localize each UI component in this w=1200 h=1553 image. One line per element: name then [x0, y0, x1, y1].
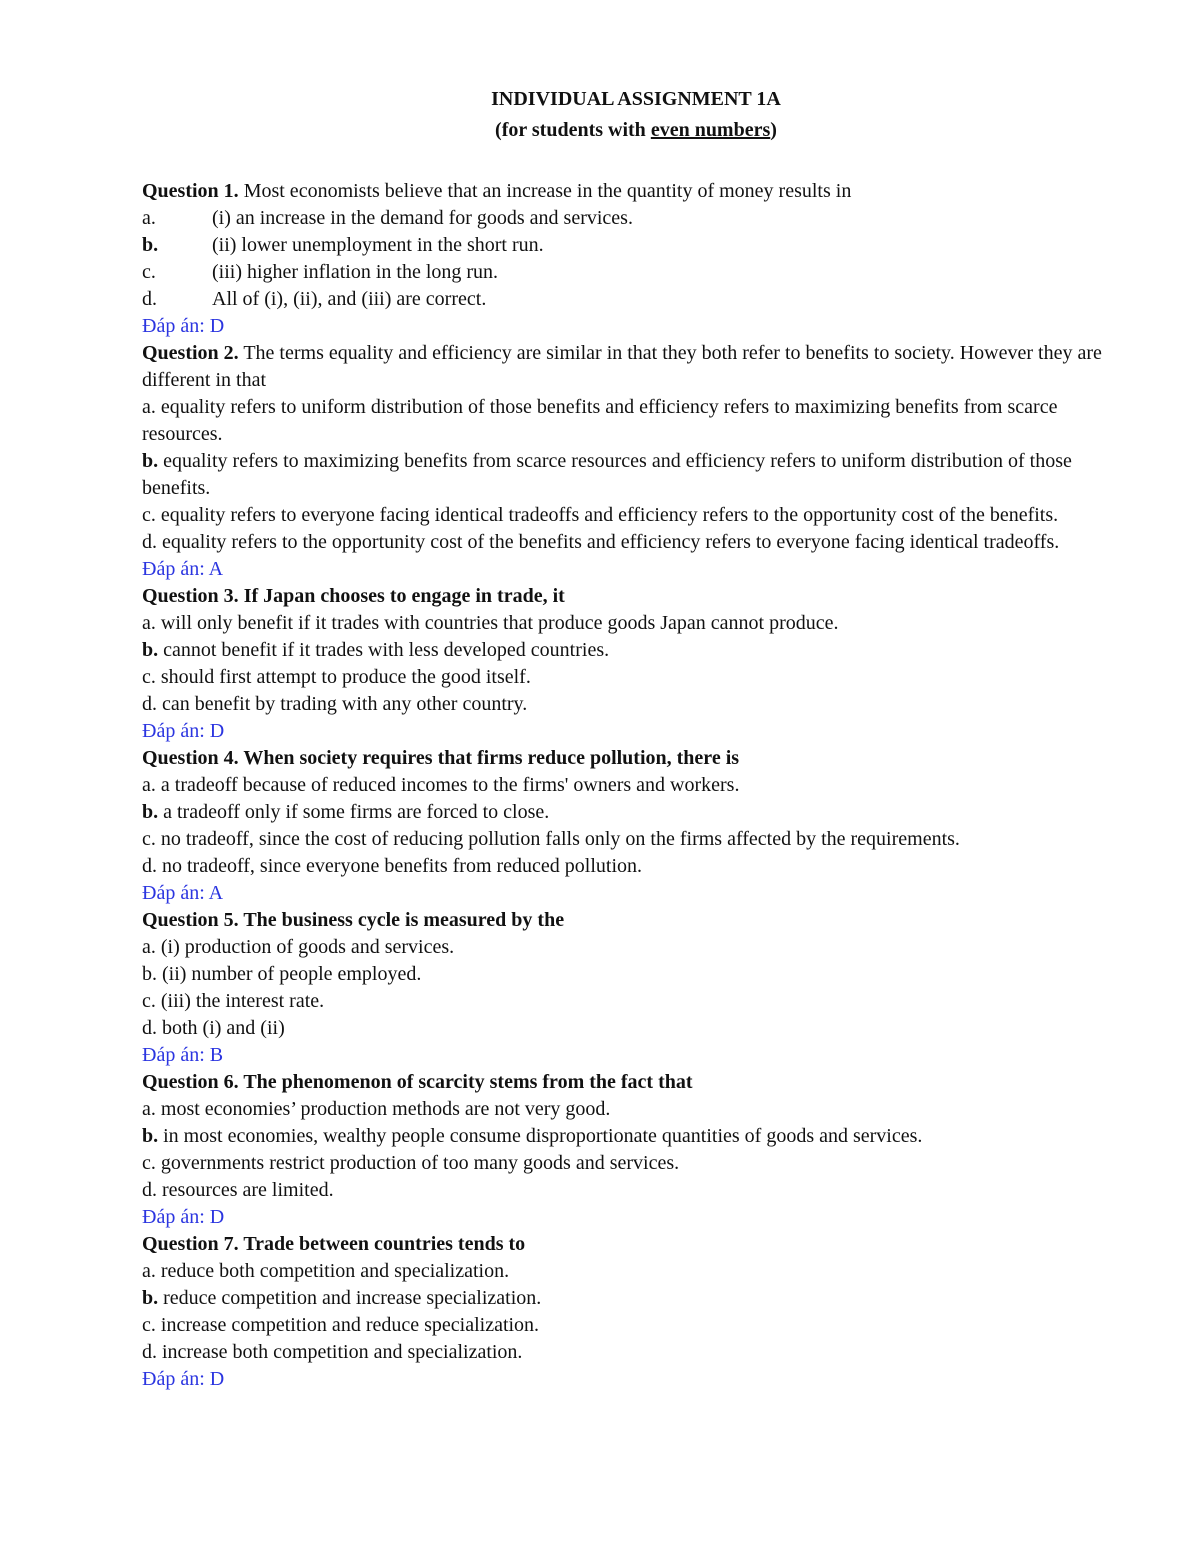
option-text: equality refers to everyone facing identical tradeoffs and efficiency refers to the opportunity cost of the benefits. — [155, 504, 1059, 526]
option-letter: c. — [142, 828, 156, 850]
question-text: Most economists believe that an increase in the quantity of money results in — [238, 180, 852, 202]
question-7-answer: Đáp án: D — [142, 1368, 225, 1390]
question-1-option-b — [142, 232, 1132, 259]
question-3-option-a — [142, 610, 1132, 637]
question-6-answer: Đáp án: D — [142, 1206, 225, 1228]
question-2-option-a — [142, 394, 1132, 448]
question-6-option-a — [142, 1096, 1132, 1123]
question-3-option-d — [142, 691, 1132, 718]
option-letter: b. — [142, 639, 159, 661]
option-letter: c. — [142, 666, 156, 688]
option-letter: c. — [142, 1152, 156, 1174]
option-letter: a. — [142, 936, 156, 958]
question-label: Question 2. — [142, 342, 239, 364]
question-text: If Japan chooses to engage in trade, it — [238, 585, 565, 607]
question-3-answer: Đáp án: D — [142, 720, 225, 742]
option-text: (i) an increase in the demand for goods and services. — [212, 207, 633, 229]
question-1-answer: Đáp án: D — [142, 315, 225, 337]
option-letter: d. — [142, 531, 157, 553]
option-text: (i) production of goods and services. — [155, 936, 455, 958]
option-letter: c. — [142, 504, 156, 526]
question-2-option-b — [142, 448, 1132, 502]
question-text: The phenomenon of scarcity stems from the fact that — [238, 1071, 693, 1093]
option-text: can benefit by trading with any other country. — [157, 693, 528, 715]
question-5-answer: Đáp án: B — [142, 1044, 224, 1066]
option-letter: d. — [142, 855, 157, 877]
question-text: The terms equality and efficiency are similar in that they both refer to benefits to society. However they are different in that — [142, 342, 1102, 391]
question-4-option-c — [142, 826, 1132, 853]
question-7-option-a — [142, 1258, 1132, 1285]
option-text: (ii) number of people employed. — [157, 963, 422, 985]
question-7-stem — [142, 1231, 1132, 1258]
option-text: a tradeoff because of reduced incomes to the firms' owners and workers. — [155, 774, 740, 796]
question-5-option-d — [142, 1015, 1132, 1042]
option-text: in most economies, wealthy people consume disproportionate quantities of goods and services. — [158, 1125, 923, 1147]
option-text: cannot benefit if it trades with less developed countries. — [158, 639, 610, 661]
question-3-option-b — [142, 637, 1132, 664]
question-1-option-c — [142, 259, 1132, 286]
option-letter: b. — [142, 963, 157, 985]
subtitle-prefix: (for students with — [495, 119, 651, 141]
option-letter: a. — [142, 1098, 156, 1120]
question-label: Question 4. — [142, 747, 239, 769]
option-letter: d. — [142, 1341, 157, 1363]
question-label: Question 5. — [142, 909, 239, 931]
question-5-option-b — [142, 961, 1132, 988]
question-label: Question 1. — [142, 180, 239, 202]
question-1-stem — [142, 178, 1132, 205]
question-2-option-d — [142, 529, 1132, 556]
option-text: (ii) lower unemployment in the short run. — [212, 234, 544, 256]
question-2-option-c — [142, 502, 1132, 529]
option-letter: a. — [142, 207, 156, 229]
option-letter: b. — [142, 1125, 159, 1147]
question-6-option-d — [142, 1177, 1132, 1204]
option-letter: c. — [142, 990, 156, 1012]
option-letter: a. — [142, 1260, 156, 1282]
subtitle-suffix: ) — [770, 119, 777, 141]
question-text: The business cycle is measured by the — [238, 909, 565, 931]
question-6-option-c — [142, 1150, 1132, 1177]
question-4-answer: Đáp án: A — [142, 882, 224, 904]
option-text: both (i) and (ii) — [157, 1017, 285, 1039]
option-text: should first attempt to produce the good itself. — [155, 666, 531, 688]
question-6-stem — [142, 1069, 1132, 1096]
option-text: reduce competition and increase specialization. — [158, 1287, 542, 1309]
option-text: increase both competition and specialization. — [157, 1341, 523, 1363]
option-text: governments restrict production of too many goods and services. — [155, 1152, 680, 1174]
option-text: equality refers to the opportunity cost of the benefits and efficiency refers to everyone facing identical tradeoffs. — [157, 531, 1060, 553]
option-text: resources are limited. — [157, 1179, 334, 1201]
question-5-option-c — [142, 988, 1132, 1015]
option-letter: a. — [142, 396, 156, 418]
option-letter: c. — [142, 1314, 156, 1336]
question-4-option-d — [142, 853, 1132, 880]
question-4-stem — [142, 745, 1132, 772]
option-text: will only benefit if it trades with countries that produce goods Japan cannot produce. — [155, 612, 839, 634]
question-3-stem — [142, 583, 1132, 610]
option-text: equality refers to uniform distribution of those benefits and efficiency refers to maximizing benefits from scarce resources. — [142, 396, 1058, 445]
question-list — [142, 178, 1132, 1393]
question-6-option-b — [142, 1123, 1132, 1150]
option-text: no tradeoff, since everyone benefits from reduced pollution. — [157, 855, 643, 877]
question-7-option-c — [142, 1312, 1132, 1339]
question-text: When society requires that firms reduce pollution, there is — [238, 747, 740, 769]
option-letter: b. — [142, 450, 159, 472]
option-letter: c. — [142, 261, 156, 283]
option-text: All of (i), (ii), and (iii) are correct. — [212, 288, 487, 310]
option-letter: b. — [142, 1287, 159, 1309]
question-1-option-a — [142, 205, 1132, 232]
question-4-option-a — [142, 772, 1132, 799]
option-text: (iii) the interest rate. — [155, 990, 325, 1012]
question-5-stem — [142, 907, 1132, 934]
option-letter: b. — [142, 234, 159, 256]
question-7-option-b — [142, 1285, 1132, 1312]
option-letter: a. — [142, 612, 156, 634]
page-subtitle — [0, 118, 1200, 142]
question-7-option-d — [142, 1339, 1132, 1366]
question-2-stem — [142, 340, 1132, 394]
option-text: a tradeoff only if some firms are forced to close. — [158, 801, 550, 823]
question-2-answer: Đáp án: A — [142, 558, 224, 580]
option-text: no tradeoff, since the cost of reducing pollution falls only on the firms affected by the requirements. — [155, 828, 960, 850]
option-letter: d. — [142, 693, 157, 715]
question-1-option-d — [142, 286, 1132, 313]
option-letter: d. — [142, 1017, 157, 1039]
question-5-option-a — [142, 934, 1132, 961]
option-text: reduce both competition and specialization. — [155, 1260, 510, 1282]
option-text: increase competition and reduce specialization. — [155, 1314, 540, 1336]
option-letter: d. — [142, 288, 157, 310]
option-letter: b. — [142, 801, 159, 823]
page-title: INDIVIDUAL ASSIGNMENT 1A — [491, 88, 781, 110]
question-text: Trade between countries tends to — [238, 1233, 526, 1255]
subtitle-underlined: even numbers — [650, 119, 771, 141]
question-label: Question 7. — [142, 1233, 239, 1255]
option-text: equality refers to maximizing benefits from scarce resources and efficiency refers to uniform distribution of those benefits. — [142, 450, 1072, 499]
option-text: (iii) higher inflation in the long run. — [212, 261, 499, 283]
question-4-option-b — [142, 799, 1132, 826]
question-3-option-c — [142, 664, 1132, 691]
option-letter: a. — [142, 774, 156, 796]
option-text: most economies’ production methods are not very good. — [155, 1098, 611, 1120]
option-letter: d. — [142, 1179, 157, 1201]
question-label: Question 6. — [142, 1071, 239, 1093]
question-label: Question 3. — [142, 585, 239, 607]
